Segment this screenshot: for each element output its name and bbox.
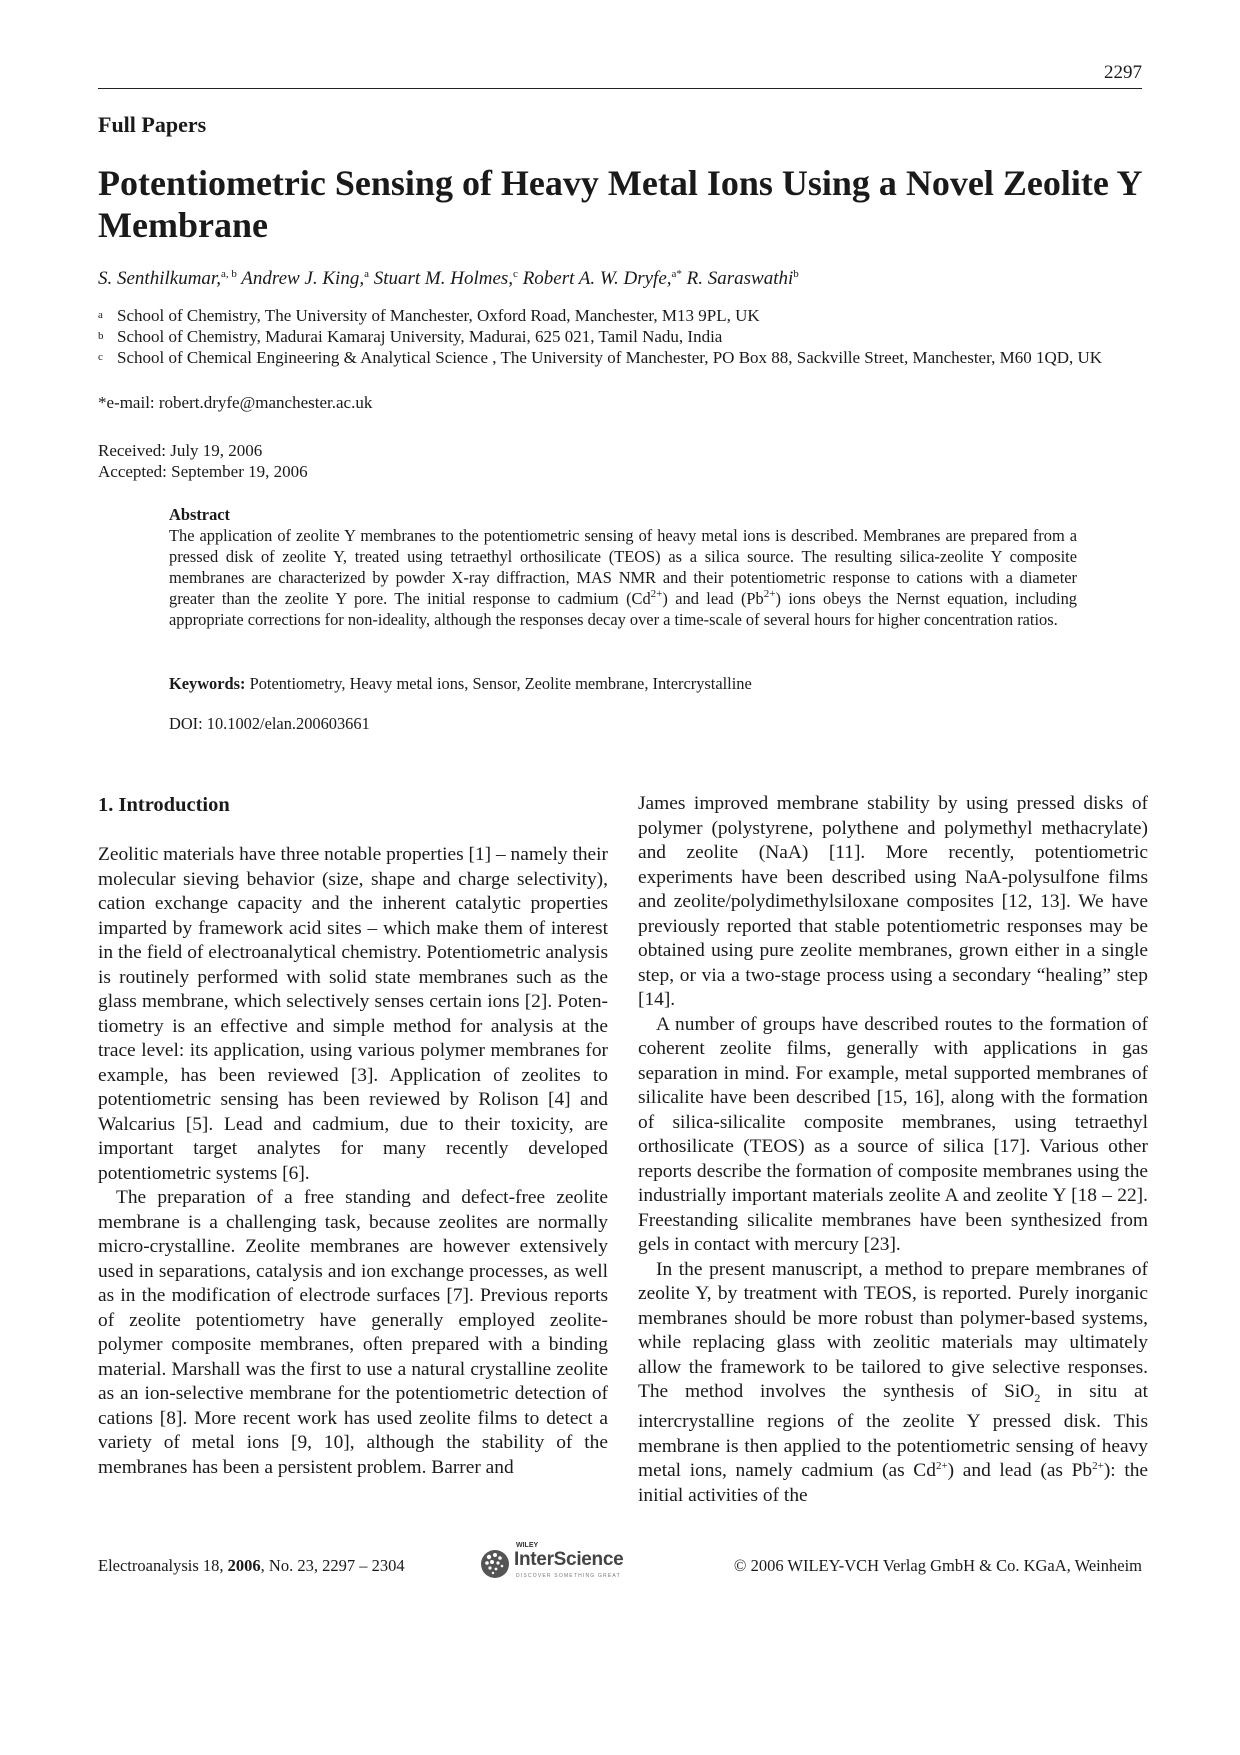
accepted-date: Accepted: September 19, 2006 xyxy=(98,462,308,481)
keywords-list: Potentiometry, Heavy metal ions, Sensor, Zeolite membrane, Intercrystalline xyxy=(245,674,752,693)
author: S. Senthilkumar,$^{a, b}$ xyxy=(98,268,237,289)
doi[interactable]: DOI: 10.1002/elan.200603661 xyxy=(169,714,370,733)
author: Robert A. W. Dryfe,$^{a*}$ xyxy=(522,268,682,289)
paragraph: Zeolitic materials have three notable properties [1] – namely their molecular sieving behavior (size, shape and charge selectivity), cation exchange capacity and the inherent catalytic properties imparted by framework acid sites – which make them of interest in the field of electroanalytical chemistry. Potentiometric analysis is routinely performed with solid state membranes such as the glass membrane, which selectively senses certain ions [2]. Potentiometry is an effective and simple method for analysis at the trace level: its application, using various polymer membranes for example, has been reviewed [3]. Application of zeolites to potentiometric sensing has been reviewed by Rolison [4] and Walcarius [5]. Lead and cadmium, due to their toxicity, are important target analytes for many recently developed potentiometric systems [6]. xyxy=(98,844,608,1184)
logo-name: InterScience xyxy=(514,1549,624,1570)
abstract-heading: Abstract xyxy=(169,505,230,524)
paragraph: A number of groups have described routes to the formation of coherent zeolite films, generally with applications in gas separation in mind. For example, metal supported membranes of silicalite have been described [15, 16], along with the formation of silica-silicalite composite membranes, using tetraethyl orthosilicate (TEOS) as a source of silica [17]. Various other reports describe the formation of composite membranes using the industrially important materials zeolite A and zeolite Y [18 – 22]. Freestanding silicalite membranes have been synthesized from gels in contact with mercury [23]. xyxy=(638,1013,1148,1255)
logo-brand: WILEY xyxy=(516,1542,539,1549)
affiliation: a School of Chemistry, The University of Manchester, Oxford Road, Manchester, M13 9PL, UK xyxy=(98,306,760,325)
author: R. Saraswathi$^b$ xyxy=(686,268,799,289)
author: Stuart M. Holmes,$^c$ xyxy=(373,268,518,289)
header-rule xyxy=(98,88,1142,89)
abstract-text: The application of zeolite Y membranes to the potentiometric sensing of heavy metal ions is described. Membranes are prepared from a pressed disk of zeolite Y, treated using tetraethyl orthosilicate (TEOS) as a silica source. The resulting silica-zeolite Y composite membranes are characterized by powder X-ray diffraction, MAS NMR and their potentiometric response to cations with a diameter greater than the zeolite Y pore. The initial response to cadmium $(Cd^{2+})$ and lead $(Pb^{2+})$ ions obeys the Nernst equation, including appropriate corrections for non-ideality, although the responses decay over a time-scale of several hours for higher concentration ratios. xyxy=(169,526,1078,629)
paragraph: The preparation of a free standing and defect-free zeolite membrane is a challenging task, because zeolites are normally micro-crystalline. Zeolite membranes are however extensively used in separations, catalysis and ion exchange processes, as well as in the modification of electrode surfaces [7]. Previous reports of zeolite potentiometry have generally employed zeolite-polymer composite membranes, often prepared with a binding material. Marshall was the first to use a natural crystalline zeolite as an ion-selective membrane for the potentiometric detection of cations [8]. More recent work has used zeolite films to detect a variety of metal ions [9, 10], although the stability of the membranes has been a persistent problem. Barrer and xyxy=(98,1187,608,1478)
paragraph: James improved membrane stability by using pressed disks of polymer (polystyrene, polythene and polymethyl methacrylate) and zeolite (NaA) [11]. More recently, potentiometric experiments have been described using NaA-polysulfone films and zeolite/polydimethylsiloxane composites [12, 13]. We have previously reported that stable potentiometric responses may be obtained using pure zeolite membranes, grown either in a single step, or via a two-stage process using a secondary “healing” step [14]. xyxy=(638,793,1148,1010)
paragraph: In the present manuscript, a method to prepare membranes of zeolite Y, by treatment with TEOS, is reported. Purely inorganic membranes should be more robust than polymer-based systems, while replacing glass with zeolitic materials may ultimately allow the framework to be tailored to give selective responses. The method involves the synthesis of SiO$_2$ in situ at intercrystalline regions of the zeolite Y pressed disk. This membrane is then applied to the potentiometric sensing of heavy metal ions, namely cadmium (as $Cd^{2+}$) and lead (as $Pb^{2+}$): the initial activities of the xyxy=(638,1258,1149,1506)
corresponding-email[interactable]: *e-mail: robert.dryfe@manchester.ac.uk xyxy=(98,393,373,412)
dates xyxy=(98,440,308,482)
interscience-logo xyxy=(478,1542,638,1584)
footer-copyright: © 2006 WILEY-VCH Verlag GmbH & Co. KGaA, Weinheim xyxy=(733,1556,1142,1575)
page-number: 2297 xyxy=(1104,62,1142,83)
body-column-right xyxy=(638,792,1148,1508)
globe-icon xyxy=(478,1547,512,1581)
keywords xyxy=(169,674,1077,694)
footer-journal-citation: Electroanalysis 18, 2006, No. 23, 2297 – 2304 xyxy=(98,1556,405,1575)
affiliation: c School of Chemical Engineering & Analytical Science , The University of Manchester, PO Box 88, Sackville Street, Manchester, M60 1QD, UK xyxy=(98,348,1103,367)
author-list xyxy=(98,268,1158,290)
article-title: Potentiometric Sensing of Heavy Metal Ions Using a Novel Zeolite Y Membrane xyxy=(98,163,1142,245)
affiliation: b School of Chemistry, Madurai Kamaraj University, Madurai, 625 021, Tamil Nadu, India xyxy=(98,327,723,346)
section-label: Full Papers xyxy=(98,112,207,137)
body-column-left xyxy=(98,792,608,1480)
keywords-label: Keywords: xyxy=(169,674,246,693)
abstract xyxy=(169,504,1077,630)
received-date: Received: July 19, 2006 xyxy=(98,441,263,460)
section-heading-introduction: 1. Introduction xyxy=(98,794,230,816)
author: Andrew J. King,$^a$ xyxy=(241,268,369,289)
logo-tagline: DISCOVER SOMETHING GREAT xyxy=(516,1573,621,1579)
